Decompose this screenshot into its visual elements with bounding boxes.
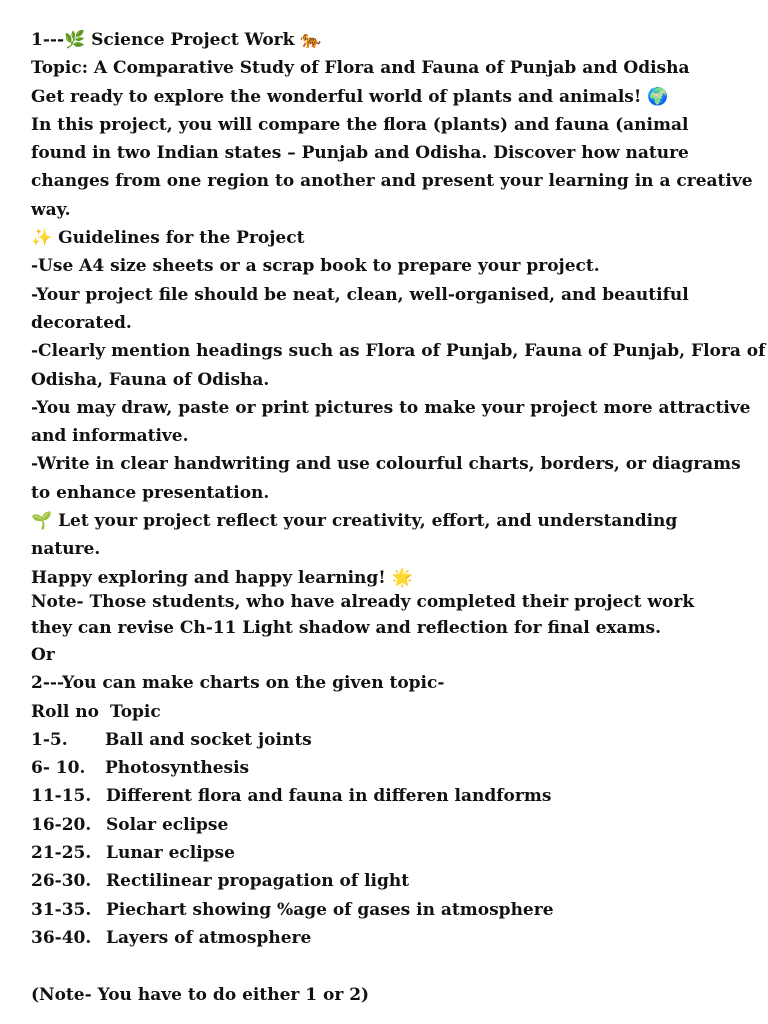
chart-topic: Ball and socket joints: [105, 729, 312, 750]
reflection-line-2: nature.: [31, 539, 101, 560]
chart-topic: Rectilinear propagation of light: [106, 871, 410, 892]
roll-range: 16-20.: [31, 814, 92, 835]
table-row: [31, 924, 751, 952]
description-line: changes from one region to another and present your learning in a creative: [31, 171, 753, 192]
roll-range: 36-40.: [31, 927, 92, 948]
chart-topic: Piechart showing %age of gases in atmosphere: [106, 899, 554, 920]
guideline-line: decorated.: [31, 312, 132, 333]
tiger-icon: 🐅: [300, 30, 322, 50]
roll-range: 26-30.: [31, 871, 92, 892]
reflection-text: Let your project reflect your creativity, effort, and understanding: [58, 511, 678, 532]
topic-header: Topic: [110, 701, 161, 722]
chart-topic: Photosynthesis: [105, 758, 250, 779]
spacer: [31, 952, 751, 980]
table-row: [31, 811, 751, 839]
roll-range: 21-25.: [31, 843, 92, 864]
roll-range: 31-35.: [31, 899, 92, 920]
guideline-line: to enhance presentation.: [31, 482, 270, 503]
topic-line: Topic: A Comparative Study of Flora and Fauna of Punjab and Odisha: [31, 58, 690, 79]
section-number: 1---: [31, 30, 64, 50]
closing-text: Happy exploring and happy learning!: [31, 567, 386, 588]
closing-line: [31, 564, 751, 592]
guideline-line: -Write in clear handwriting and use colourful charts, borders, or diagrams: [31, 454, 741, 475]
guideline-line: -Your project file should be neat, clean, well-organised, and beautiful: [31, 284, 689, 305]
globe-icon: 🌍: [647, 86, 669, 107]
herb-icon: 🌿: [64, 30, 86, 50]
guidelines-heading-text: Guidelines for the Project: [58, 228, 305, 249]
project-title-line: [31, 26, 751, 54]
table-row: [31, 726, 751, 754]
or-text: Or: [31, 644, 55, 665]
chart-topic: Solar eclipse: [106, 814, 229, 835]
guideline-line: Odisha, Fauna of Odisha.: [31, 369, 270, 390]
note-line: Note- Those students, who have already completed their project work: [31, 591, 695, 612]
seedling-icon: 🌱: [31, 511, 53, 532]
guideline-line: and informative.: [31, 426, 189, 447]
chart-topic: Different flora and fauna in differen landforms: [106, 786, 552, 807]
chart-topic: Lunar eclipse: [106, 843, 235, 864]
table-row: [31, 754, 751, 782]
chart-topic: Layers of atmosphere: [106, 927, 312, 948]
roll-range: 11-15.: [31, 786, 92, 807]
glowing-star-icon: 🌟: [391, 567, 413, 588]
project-document: [31, 26, 766, 1009]
note-line: they can revise Ch-11 Light shadow and reflection for final exams.: [31, 617, 662, 638]
intro-line: [31, 83, 751, 111]
guideline-line: -Use A4 size sheets or a scrap book to prepare your project.: [31, 256, 600, 277]
option-two-heading: 2---You can make charts on the given topic-: [31, 673, 445, 694]
table-row: [31, 896, 751, 924]
guideline-line: -Clearly mention headings such as Flora of Punjab, Fauna of Punjab, Flora of: [31, 341, 766, 362]
description-line: In this project, you will compare the flora (plants) and fauna (animal: [31, 114, 689, 135]
project-title: Science Project Work: [91, 30, 295, 50]
intro-text: Get ready to explore the wonderful world of plants and animals!: [31, 86, 642, 107]
table-row: [31, 782, 751, 810]
table-row: [31, 867, 751, 895]
guideline-line: -You may draw, paste or print pictures to make your project more attractive: [31, 397, 751, 418]
roll-range: 1-5.: [31, 729, 68, 750]
reflection-line: [31, 507, 751, 535]
roll-range: 6- 10.: [31, 758, 86, 779]
description-line: found in two Indian states – Punjab and Odisha. Discover how nature: [31, 143, 689, 164]
guidelines-heading: [31, 224, 751, 252]
description-line: way.: [31, 199, 71, 220]
final-note: (Note- You have to do either 1 or 2): [31, 984, 370, 1005]
sparkles-icon: ✨: [31, 228, 53, 249]
roll-no-header: Roll no: [31, 701, 99, 722]
table-row: [31, 839, 751, 867]
table-header: [31, 698, 751, 726]
